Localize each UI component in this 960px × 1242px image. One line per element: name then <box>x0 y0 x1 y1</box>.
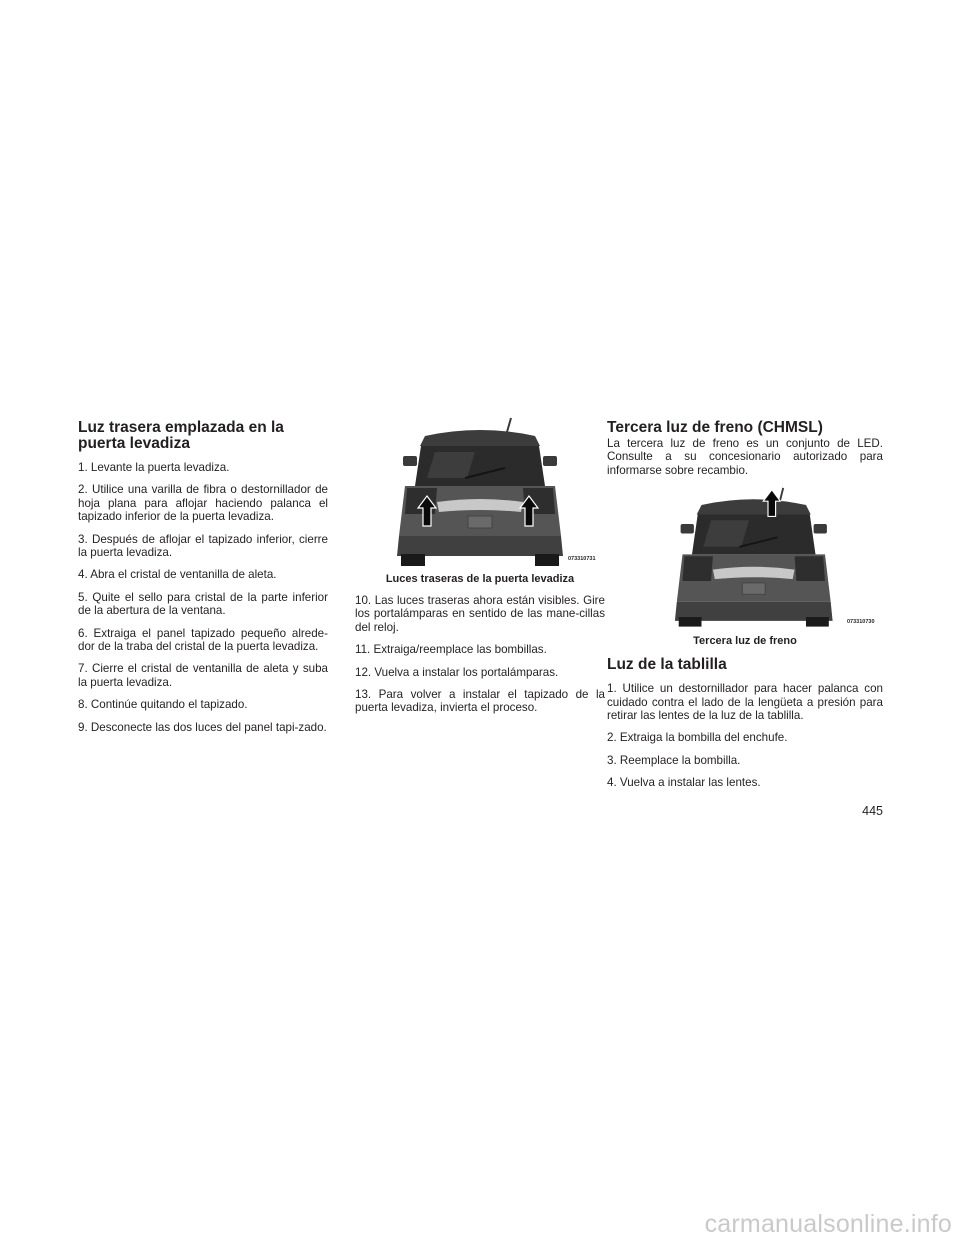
license-step-3: 3. Reemplace la bombilla. <box>607 753 741 767</box>
step-10: 10. Las luces traseras ahora están visibles. Gire los portalámparas en sentido de las mane-cillas del reloj. <box>355 594 605 634</box>
step-8: 8. Continúe quitando el tapizado. <box>78 698 248 712</box>
column-middle <box>355 416 605 724</box>
figure-caption-liftgate: Luces traseras de la puerta levadiza <box>385 573 575 585</box>
section-title-liftgate-taillamp: Luz trasera emplazada en la puerta levadiza <box>78 419 284 452</box>
step-11: 11. Extraiga/reemplace las bombillas. <box>355 643 547 657</box>
figure-code: 073310731 <box>568 556 596 562</box>
footer-watermark-link[interactable]: carmanualsonline.info <box>704 1210 952 1238</box>
step-2: 2. Utilice una varilla de fibra o destornillador de hoja plana para aflojar haciendo palanca el tapizado inferior de la puerta levadiza. <box>78 483 328 524</box>
step-4: 4. Abra el cristal de ventanilla de aleta. <box>78 568 277 582</box>
section-title-chmsl: Tercera luz de freno (CHMSL) <box>607 419 823 436</box>
vehicle-rear-illustration <box>355 416 605 569</box>
step-9: 9. Desconecte las dos luces del panel tapi-zado. <box>78 720 327 734</box>
chmsl-body: La tercera luz de freno es un conjunto de LED. Consulte a su concesionario autorizado para informarse sobre recambio. <box>607 437 883 477</box>
step-7: 7. Cierre el cristal de ventanilla de aleta y suba la puerta levadiza. <box>78 662 328 689</box>
figure-code-2: 073310730 <box>847 619 875 626</box>
figure-third-brake-light <box>607 486 883 631</box>
step-3: 3. Después de aflojar el tapizado inferior, cierre la puerta levadiza. <box>78 532 328 560</box>
step-6: 6. Extraiga el panel tapizado pequeño alrede-dor de la traba del cristal de la puerta levadiza. <box>78 626 328 654</box>
column-left <box>78 420 328 743</box>
column-right <box>607 420 883 799</box>
step-13: 13. Para volver a instalar el tapizado de la puerta levadiza, invierta el proceso. <box>355 688 605 715</box>
step-12: 12. Vuelva a instalar los portalámparas. <box>355 665 559 679</box>
license-step-2: 2. Extraiga la bombilla del enchufe. <box>607 731 788 745</box>
step-1: 1. Levante la puerta levadiza. <box>78 461 230 474</box>
license-step-4: 4. Vuelva a instalar las lentes. <box>607 776 761 790</box>
section-title-license-lamp: Luz de la tablilla <box>607 656 727 674</box>
figure-caption-brake-light: Tercera luz de freno <box>693 635 797 648</box>
vehicle-rear-illustration-2 <box>607 486 883 631</box>
license-step-1: 1. Utilice un destornillador para hacer palanca con cuidado contra el lado de la lengüeta a presión para retirar las lentes de la luz de la tablilla. <box>607 682 883 723</box>
step-5: 5. Quite el sello para cristal de la parte inferior de la abertura de la ventana. <box>78 590 328 618</box>
page-number: 445 <box>862 804 883 818</box>
figure-liftgate-taillamps <box>355 416 605 569</box>
